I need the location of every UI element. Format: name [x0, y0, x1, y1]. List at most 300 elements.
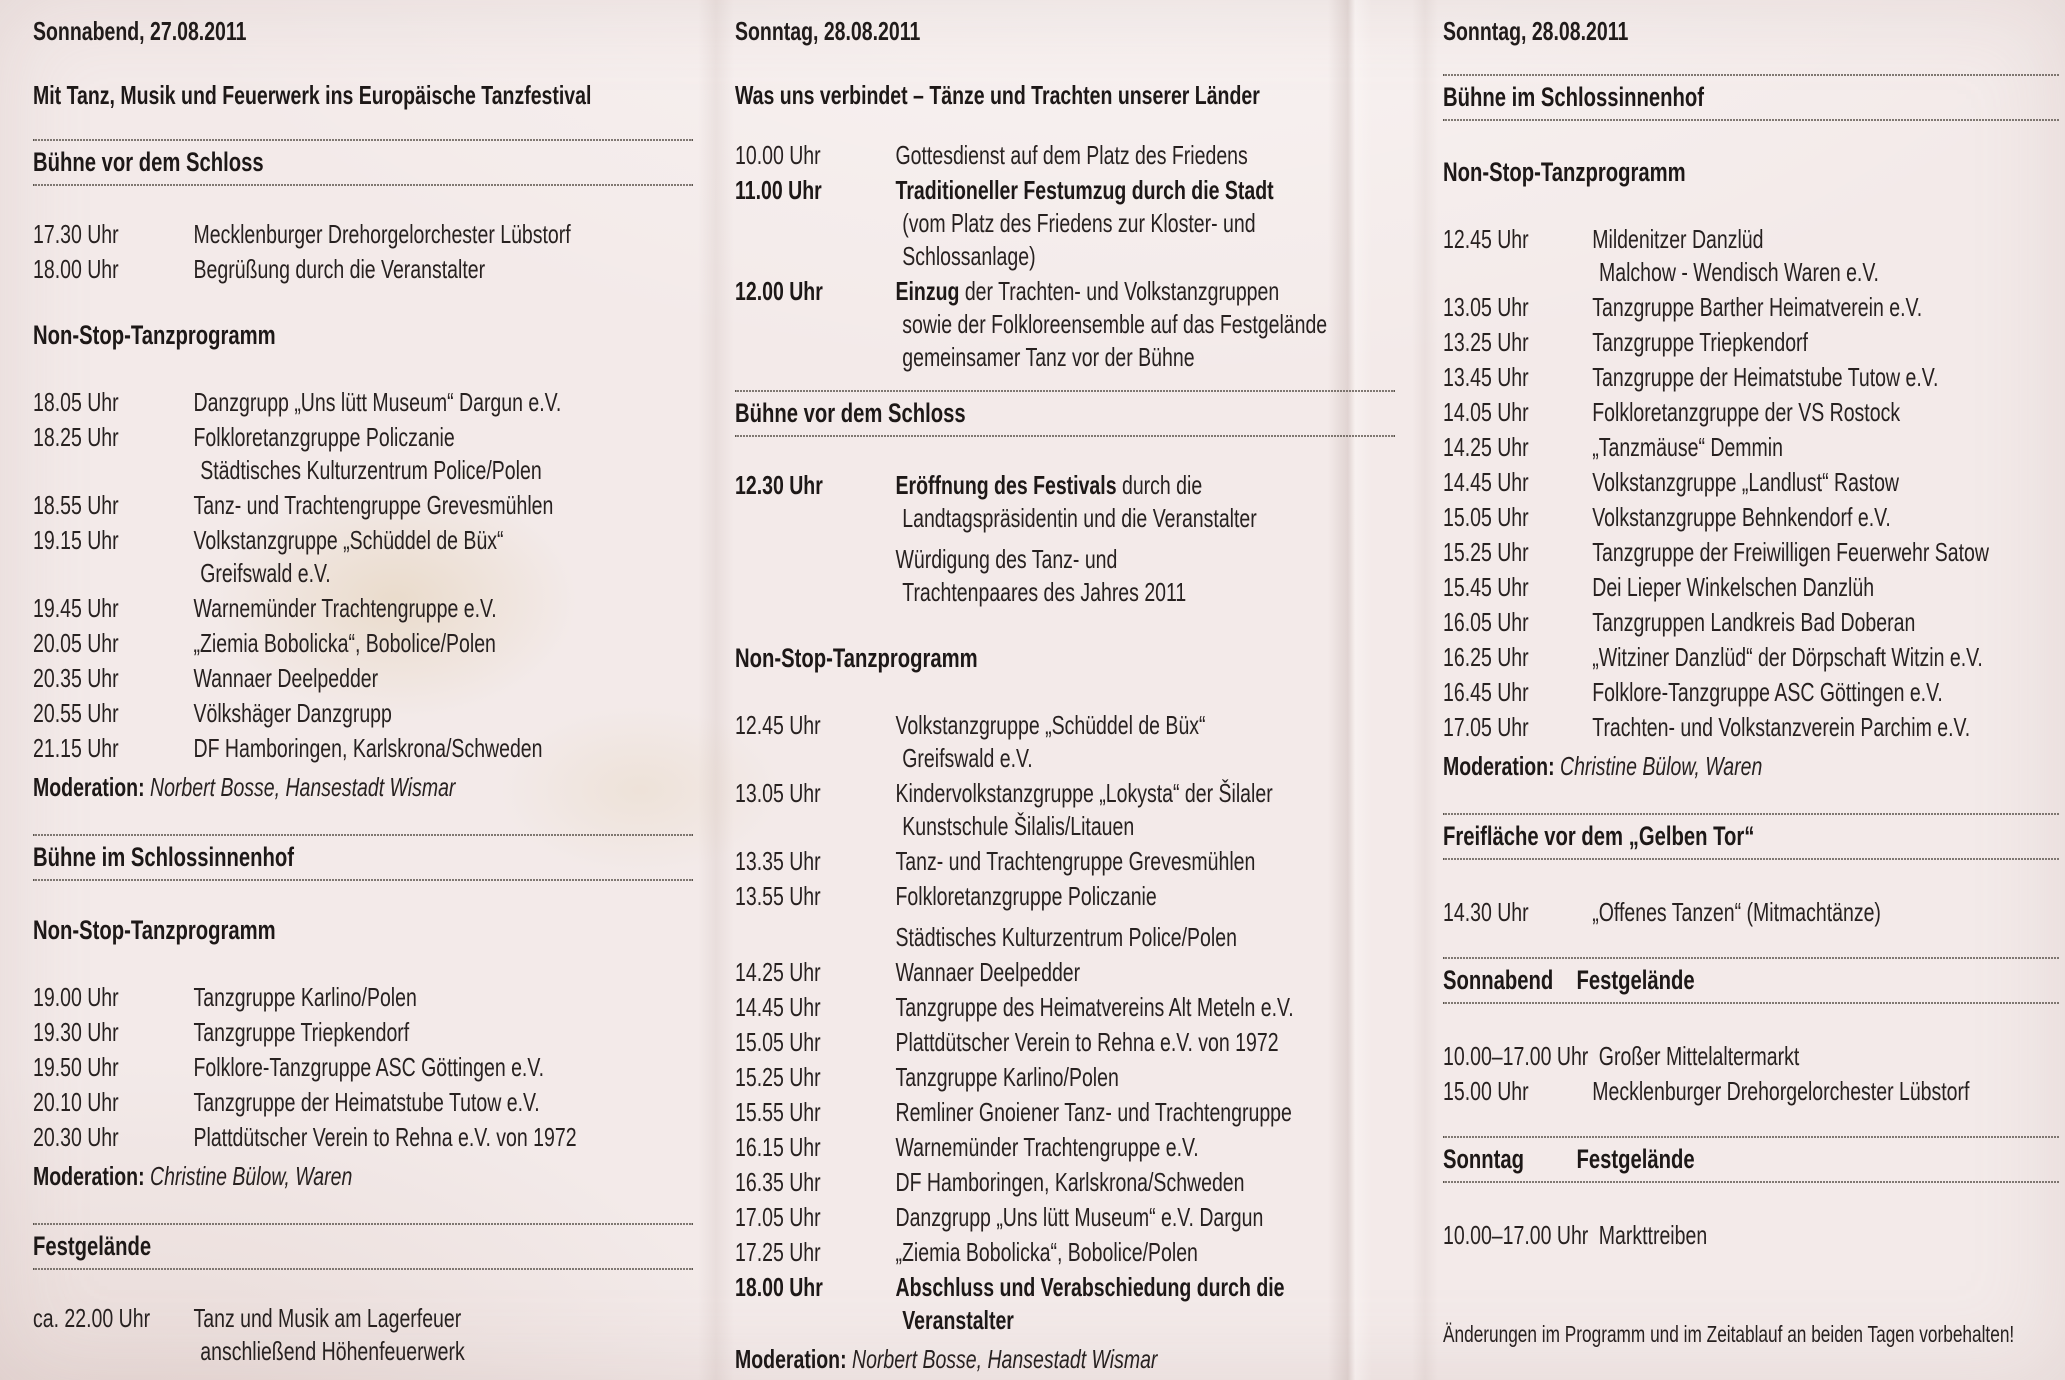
- event-time: 13.05 Uhr: [735, 778, 821, 808]
- event-text-line: Folkloretanzgruppe Policzanie: [895, 881, 1157, 911]
- event-description: [194, 386, 694, 419]
- event-description: [896, 709, 1396, 775]
- event-text-line: DF Hamboringen, Karlskrona/Schweden: [895, 1167, 1245, 1197]
- event-row: [33, 421, 693, 487]
- event-text-line: „Tanzmäuse“ Demmin: [1592, 432, 1783, 462]
- event-row: [735, 1061, 1395, 1094]
- paper-crease: [698, 0, 734, 1380]
- event-text-line: Plattdütscher Verein to Rehna e.V. von 1972: [895, 1027, 1279, 1057]
- event-paragraph: [896, 1271, 1396, 1337]
- event-row: [1443, 291, 2059, 324]
- paper-crease: [1412, 0, 1438, 1380]
- event-text-line: Greifswald e.V.: [902, 743, 1033, 773]
- event-time: ca. 22.00 Uhr: [33, 1303, 151, 1333]
- event-paragraph: [896, 1061, 1396, 1094]
- venue-heading: [33, 139, 693, 186]
- event-description: [1592, 676, 2059, 709]
- event-text-line: Dei Lieper Winkelschen Danzlüh: [1592, 572, 1875, 602]
- event-text-line: Tanzgruppe Triepkendorf: [193, 1017, 410, 1047]
- event-text-line: Landtagspräsidentin und die Veranstalter: [902, 503, 1257, 533]
- event-time: 10.00–17.00 Uhr: [1443, 1220, 1589, 1250]
- event-description: [896, 1271, 1396, 1337]
- event-time: 18.05 Uhr: [33, 387, 119, 417]
- event-text-line: Danzgrupp „Uns lütt Museum“ e.V. Dargun: [895, 1202, 1264, 1232]
- event-text-line: sowie der Folkloreensemble auf das Festgelände: [902, 309, 1328, 339]
- event-row: [735, 1026, 1395, 1059]
- event-time: 13.35 Uhr: [735, 846, 821, 876]
- event-text-line: Städtisches Kulturzentrum Police/Polen: [200, 455, 542, 485]
- event-time: 17.05 Uhr: [735, 1202, 821, 1232]
- event-time: 16.25 Uhr: [1443, 642, 1529, 672]
- event-text-line: Eröffnung des Festivals durch die: [895, 470, 1203, 500]
- event-text-line: Tanz- und Trachtengruppe Grevesmühlen: [895, 846, 1256, 876]
- venue-heading-label: Sonntag: [1443, 1144, 1524, 1174]
- event-time: 15.00 Uhr: [1443, 1076, 1529, 1106]
- event-paragraph: [896, 777, 1396, 843]
- event-description: [194, 253, 694, 286]
- event-description: [1592, 641, 2059, 674]
- event-paragraph: [1592, 711, 2059, 744]
- event-paragraph: [896, 991, 1396, 1024]
- event-time: 17.30 Uhr: [33, 219, 119, 249]
- venue-heading: [33, 1223, 693, 1270]
- event-row: [33, 981, 693, 1014]
- event-description: [1592, 606, 2059, 639]
- event-paragraph: [1592, 536, 2059, 569]
- event-text-line: Kunstschule Šilalis/Litauen: [902, 811, 1135, 841]
- event-paragraph: [1592, 1075, 2059, 1108]
- event-text-line: Remliner Gnoiener Tanz- und Trachtengruppe: [895, 1097, 1292, 1127]
- moderation-line: [33, 1160, 693, 1193]
- moderation-label: Moderation:: [735, 1344, 847, 1374]
- event-row: [33, 627, 693, 660]
- event-row: [735, 777, 1395, 843]
- event-row: [735, 991, 1395, 1024]
- event-paragraph: [194, 627, 694, 660]
- column-content: [1443, 16, 2059, 1348]
- event-time: 17.25 Uhr: [735, 1237, 821, 1267]
- moderation-name: Norbert Bosse, Hansestadt Wismar: [150, 772, 456, 802]
- venue-heading-label: Sonnabend: [1443, 965, 1554, 995]
- event-paragraph: [896, 845, 1396, 878]
- event-text-line: Wannaer Deelpedder: [193, 663, 379, 693]
- event-time: 13.05 Uhr: [1443, 292, 1529, 322]
- event-time: 19.00 Uhr: [33, 982, 119, 1012]
- venue-heading: [1443, 1136, 2059, 1183]
- column-saturday: [33, 16, 693, 1370]
- moderation-label: Moderation:: [33, 1161, 145, 1191]
- event-time: 10.00 Uhr: [735, 140, 821, 170]
- moderation-name: Christine Bülow, Waren: [1560, 751, 1763, 781]
- event-paragraph: [1592, 223, 2059, 289]
- event-text-line: Mecklenburger Drehorgelorchester Lübstorf: [1592, 1076, 1970, 1106]
- event-time: 18.25 Uhr: [33, 422, 119, 452]
- event-description: [1599, 1219, 2059, 1252]
- event-description: [896, 1201, 1396, 1234]
- event-paragraph: [194, 981, 694, 1014]
- event-row: [735, 845, 1395, 878]
- event-text-line: Schlossanlage): [902, 241, 1036, 271]
- event-row: [735, 469, 1395, 609]
- event-description: [1592, 466, 2059, 499]
- event-time: 15.25 Uhr: [735, 1062, 821, 1092]
- venue-heading-label: Festgelände: [33, 1231, 152, 1261]
- event-row: [1443, 641, 2059, 674]
- event-time: 15.25 Uhr: [1443, 537, 1529, 567]
- event-row: [735, 1096, 1395, 1129]
- event-time: 20.05 Uhr: [33, 628, 119, 658]
- event-text-line: Gottesdienst auf dem Platz des Friedens: [895, 140, 1248, 170]
- event-row: [1443, 571, 2059, 604]
- event-paragraph: [896, 1096, 1396, 1129]
- event-text-line: Tanzgruppe Karlino/Polen: [895, 1062, 1119, 1092]
- event-time: 14.25 Uhr: [1443, 432, 1529, 462]
- event-time: 19.30 Uhr: [33, 1017, 119, 1047]
- event-description: [1592, 571, 2059, 604]
- event-paragraph: [896, 956, 1396, 989]
- event-description: [194, 1121, 694, 1154]
- event-row: [1443, 676, 2059, 709]
- event-text-line: Folkloretanzgruppe der VS Rostock: [1592, 397, 1901, 427]
- event-row: [33, 253, 693, 286]
- event-row: [1443, 1040, 2059, 1073]
- event-description: [896, 1061, 1396, 1094]
- event-paragraph: [1592, 326, 2059, 359]
- event-text-line: (vom Platz des Friedens zur Kloster- und: [902, 208, 1256, 238]
- event-text-line: Volkstanzgruppe „Landlust“ Rastow: [1592, 467, 1900, 497]
- event-description: [194, 524, 694, 590]
- event-time: 21.15 Uhr: [33, 733, 119, 763]
- event-text-line: Folklore-Tanzgruppe ASC Göttingen e.V.: [193, 1052, 544, 1082]
- event-paragraph: [1592, 606, 2059, 639]
- event-time: 14.45 Uhr: [1443, 467, 1529, 497]
- event-description: [194, 1051, 694, 1084]
- event-description: [194, 1302, 694, 1368]
- event-row: [33, 592, 693, 625]
- moderation-line: [33, 771, 693, 804]
- event-paragraph: [896, 543, 1396, 609]
- event-description: [896, 469, 1396, 609]
- column-content: [33, 16, 693, 1368]
- event-text-line: Würdigung des Tanz- und: [895, 544, 1118, 574]
- event-paragraph: [1592, 571, 2059, 604]
- event-paragraph: [1592, 361, 2059, 394]
- event-row: [735, 1201, 1395, 1234]
- event-paragraph: [1592, 291, 2059, 324]
- event-row: [735, 709, 1395, 775]
- event-description: [194, 592, 694, 625]
- event-description: [896, 174, 1396, 273]
- program-subheading: Non-Stop-Tanzprogramm: [1443, 157, 1686, 187]
- event-paragraph: [194, 253, 694, 286]
- event-paragraph: [1599, 1040, 2059, 1073]
- event-row: [33, 386, 693, 419]
- event-text-line: Malchow - Wendisch Waren e.V.: [1599, 257, 1879, 287]
- event-time: 15.05 Uhr: [735, 1027, 821, 1057]
- column-content: [735, 16, 1395, 1376]
- event-paragraph: [1592, 501, 2059, 534]
- event-text-line: Großer Mittelaltermarkt: [1598, 1041, 1800, 1071]
- event-text-line: Greifswald e.V.: [200, 558, 331, 588]
- event-row: [1443, 896, 2059, 929]
- event-row: [1443, 223, 2059, 289]
- event-time: 18.55 Uhr: [33, 490, 119, 520]
- program-subheading: Non-Stop-Tanzprogramm: [735, 643, 978, 673]
- event-description: [194, 1086, 694, 1119]
- event-row: [735, 139, 1395, 172]
- event-description: [896, 1131, 1396, 1164]
- event-row: [735, 1166, 1395, 1199]
- event-row: [33, 1086, 693, 1119]
- event-description: [1592, 431, 2059, 464]
- event-time: 20.30 Uhr: [33, 1122, 119, 1152]
- event-description: [896, 139, 1396, 172]
- event-paragraph: [896, 709, 1396, 775]
- event-text-line: „Ziemia Bobolicka“, Bobolice/Polen: [193, 628, 496, 658]
- event-paragraph: [896, 275, 1396, 374]
- event-row: [1443, 361, 2059, 394]
- event-row: [33, 489, 693, 522]
- event-text-line: Warnemünder Trachtengruppe e.V.: [895, 1132, 1199, 1162]
- event-paragraph: [1592, 641, 2059, 674]
- event-paragraph: [896, 1236, 1396, 1269]
- event-paragraph: [896, 174, 1396, 273]
- event-row: [33, 524, 693, 590]
- event-time: 10.00–17.00 Uhr: [1443, 1041, 1589, 1071]
- venue-heading-label: Festgelände: [1576, 1144, 1695, 1174]
- event-time: 13.25 Uhr: [1443, 327, 1529, 357]
- event-row: [33, 697, 693, 730]
- event-description: [194, 489, 694, 522]
- moderation-name: Christine Bülow, Waren: [150, 1161, 353, 1191]
- event-time: 16.45 Uhr: [1443, 677, 1529, 707]
- moderation-label: Moderation:: [1443, 751, 1555, 781]
- event-row: [735, 1131, 1395, 1164]
- event-time: 14.45 Uhr: [735, 992, 821, 1022]
- event-description: [194, 662, 694, 695]
- event-description: [896, 275, 1396, 374]
- moderation-line: [735, 1343, 1395, 1376]
- event-row: [1443, 606, 2059, 639]
- event-text-line: Wannaer Deelpedder: [895, 957, 1081, 987]
- event-time: 13.45 Uhr: [1443, 362, 1529, 392]
- event-text-line: gemeinsamer Tanz vor der Bühne: [902, 342, 1195, 372]
- event-paragraph: [896, 469, 1396, 535]
- event-paragraph: [1592, 466, 2059, 499]
- event-text-line: Tanzgruppe der Freiwilligen Feuerwehr Satow: [1592, 537, 1989, 567]
- column-sunday-courtyard: [1443, 16, 2059, 1348]
- event-time: 18.00 Uhr: [735, 1272, 823, 1302]
- event-row: [1443, 326, 2059, 359]
- event-description: [896, 1166, 1396, 1199]
- event-time: 15.05 Uhr: [1443, 502, 1529, 532]
- event-description: [194, 981, 694, 1014]
- event-text-line: Danzgrupp „Uns lütt Museum“ Dargun e.V.: [193, 387, 562, 417]
- column-sunday-festival: [735, 16, 1395, 1380]
- event-description: [896, 1236, 1396, 1269]
- event-row: [735, 275, 1395, 374]
- event-description: [1592, 223, 2059, 289]
- event-paragraph: [194, 1302, 694, 1368]
- date-heading: Sonntag, 28.08.2011: [1443, 16, 1629, 46]
- program-subheading: Non-Stop-Tanzprogramm: [33, 320, 276, 350]
- event-text-line: Trachtenpaares des Jahres 2011: [902, 577, 1187, 607]
- event-time: 12.30 Uhr: [735, 470, 823, 500]
- event-row: [33, 218, 693, 251]
- event-text-line: „Witziner Danzlüd“ der Dörpschaft Witzin e.V.: [1592, 642, 1983, 672]
- venue-heading-label: Freifläche vor dem „Gelben Tor“: [1443, 821, 1755, 851]
- event-text-line: Tanz und Musik am Lagerfeuer: [193, 1303, 462, 1333]
- event-description: [194, 1016, 694, 1049]
- event-row: [1443, 431, 2059, 464]
- event-description: [1592, 326, 2059, 359]
- event-time: 13.55 Uhr: [735, 881, 821, 911]
- event-row: [1443, 1219, 2059, 1252]
- event-description: [194, 732, 694, 765]
- event-description: [1592, 291, 2059, 324]
- event-row: [735, 880, 1395, 954]
- event-description: [194, 218, 694, 251]
- event-row: [735, 1271, 1395, 1337]
- event-text-line: Warnemünder Trachtengruppe e.V.: [193, 593, 497, 623]
- program-blocks: [33, 16, 693, 1368]
- event-text-line: Volkstanzgruppe „Schüddel de Büx“: [193, 525, 504, 555]
- event-description: [1592, 501, 2059, 534]
- event-paragraph: [1592, 676, 2059, 709]
- event-text-line: Veranstalter: [902, 1305, 1014, 1335]
- event-time: 12.45 Uhr: [1443, 224, 1529, 254]
- event-text-line: Folklore-Tanzgruppe ASC Göttingen e.V.: [1592, 677, 1943, 707]
- event-description: [1592, 1075, 2059, 1108]
- event-text-line: Volkstanzgruppe Behnkendorf e.V.: [1592, 502, 1891, 532]
- event-text-line: Tanz- und Trachtengruppe Grevesmühlen: [193, 490, 554, 520]
- event-row: [1443, 466, 2059, 499]
- event-row: [33, 1302, 693, 1368]
- date-heading: Sonntag, 28.08.2011: [735, 16, 921, 46]
- event-time: 16.05 Uhr: [1443, 607, 1529, 637]
- event-row: [33, 1051, 693, 1084]
- event-time: 16.35 Uhr: [735, 1167, 821, 1197]
- venue-heading: [1443, 74, 2059, 121]
- event-time: 11.00 Uhr: [735, 175, 822, 205]
- event-paragraph: [896, 880, 1396, 913]
- venue-heading: [1443, 813, 2059, 860]
- event-text-line: Mecklenburger Drehorgelorchester Lübstorf: [193, 219, 571, 249]
- venue-heading-label: Bühne im Schlossinnenhof: [33, 842, 295, 872]
- venue-heading-label: Festgelände: [1576, 965, 1695, 995]
- event-paragraph: [1592, 896, 2059, 929]
- event-description: [194, 421, 694, 487]
- event-description: [1599, 1040, 2059, 1073]
- event-row: [735, 1236, 1395, 1269]
- event-paragraph: [194, 662, 694, 695]
- event-row: [33, 1121, 693, 1154]
- event-time: 14.30 Uhr: [1443, 897, 1529, 927]
- event-text-line: Abschluss und Verabschiedung durch die: [895, 1272, 1285, 1302]
- event-description: [1592, 361, 2059, 394]
- event-description: [896, 991, 1396, 1024]
- event-description: [896, 1026, 1396, 1059]
- date-heading: Sonnabend, 27.08.2011: [33, 16, 247, 46]
- event-time: 12.45 Uhr: [735, 710, 821, 740]
- event-text-line: Tanzgruppe Barther Heimatverein e.V.: [1592, 292, 1923, 322]
- event-time: 16.15 Uhr: [735, 1132, 821, 1162]
- event-description: [1592, 896, 2059, 929]
- event-description: [194, 627, 694, 660]
- event-text-line: Tanzgruppe des Heimatvereins Alt Meteln e.V.: [895, 992, 1294, 1022]
- event-text-line: Mildenitzer Danzlüd: [1592, 224, 1764, 254]
- event-description: [896, 956, 1396, 989]
- venue-heading: [1443, 957, 2059, 1004]
- event-row: [735, 956, 1395, 989]
- event-text-line: Völkshäger Danzgrupp: [193, 698, 392, 728]
- event-text-line: Begrüßung durch die Veranstalter: [193, 254, 486, 284]
- event-description: [1592, 711, 2059, 744]
- venue-heading-label: Bühne vor dem Schloss: [33, 147, 264, 177]
- event-paragraph: [896, 1166, 1396, 1199]
- event-paragraph: [194, 1051, 694, 1084]
- event-row: [1443, 396, 2059, 429]
- event-description: [896, 777, 1396, 843]
- moderation-line: [1443, 750, 2059, 783]
- event-description: [1592, 396, 2059, 429]
- program-change-note: Änderungen im Programm und im Zeitablauf an beiden Tagen vorbehalten!: [1443, 1321, 2015, 1347]
- event-text-line: Trachten- und Volkstanzverein Parchim e.V.: [1592, 712, 1971, 742]
- program-blocks: [735, 16, 1395, 1376]
- event-paragraph: [194, 732, 694, 765]
- event-time: 15.45 Uhr: [1443, 572, 1529, 602]
- event-row: [1443, 501, 2059, 534]
- event-text-line: Folkloretanzgruppe Policzanie: [193, 422, 455, 452]
- event-text-line: Tanzgruppe der Heimatstube Tutow e.V.: [1592, 362, 1939, 392]
- event-paragraph: [1599, 1219, 2059, 1252]
- event-paragraph: [1592, 396, 2059, 429]
- event-paragraph: [896, 1026, 1396, 1059]
- event-description: [896, 880, 1396, 954]
- event-row: [1443, 1075, 2059, 1108]
- event-time: 18.00 Uhr: [33, 254, 119, 284]
- event-text-line: Städtisches Kulturzentrum Police/Polen: [895, 922, 1237, 952]
- venue-heading: [33, 834, 693, 881]
- event-text-line: Traditioneller Festumzug durch die Stadt: [895, 175, 1274, 205]
- venue-heading-label: Bühne vor dem Schloss: [735, 398, 966, 428]
- program-title: Was uns verbindet – Tänze und Trachten unserer Länder: [735, 80, 1260, 110]
- event-time: 12.00 Uhr: [735, 276, 823, 306]
- event-paragraph: [194, 697, 694, 730]
- event-paragraph: [194, 592, 694, 625]
- event-paragraph: [194, 1086, 694, 1119]
- event-text-line: Plattdütscher Verein to Rehna e.V. von 1972: [193, 1122, 577, 1152]
- event-text-line: Tanzgruppen Landkreis Bad Doberan: [1592, 607, 1916, 637]
- event-time: 19.50 Uhr: [33, 1052, 119, 1082]
- event-text-line: Kindervolkstanzgruppe „Lokysta“ der Šilaler: [895, 778, 1273, 808]
- event-text-line: Tanzgruppe Triepkendorf: [1592, 327, 1808, 357]
- event-paragraph: [1592, 431, 2059, 464]
- event-row: [33, 662, 693, 695]
- event-row: [735, 174, 1395, 273]
- event-paragraph: [194, 218, 694, 251]
- event-description: [1592, 536, 2059, 569]
- event-time: 14.25 Uhr: [735, 957, 821, 987]
- event-paragraph: [194, 1121, 694, 1154]
- event-paragraph: [896, 1201, 1396, 1234]
- event-row: [1443, 536, 2059, 569]
- event-text-line: „Ziemia Bobolicka“, Bobolice/Polen: [895, 1237, 1198, 1267]
- moderation-label: Moderation:: [33, 772, 145, 802]
- event-text-line: DF Hamboringen, Karlskrona/Schweden: [193, 733, 543, 763]
- event-time: 20.35 Uhr: [33, 663, 119, 693]
- venue-heading-label: Bühne im Schlossinnenhof: [1443, 82, 1705, 112]
